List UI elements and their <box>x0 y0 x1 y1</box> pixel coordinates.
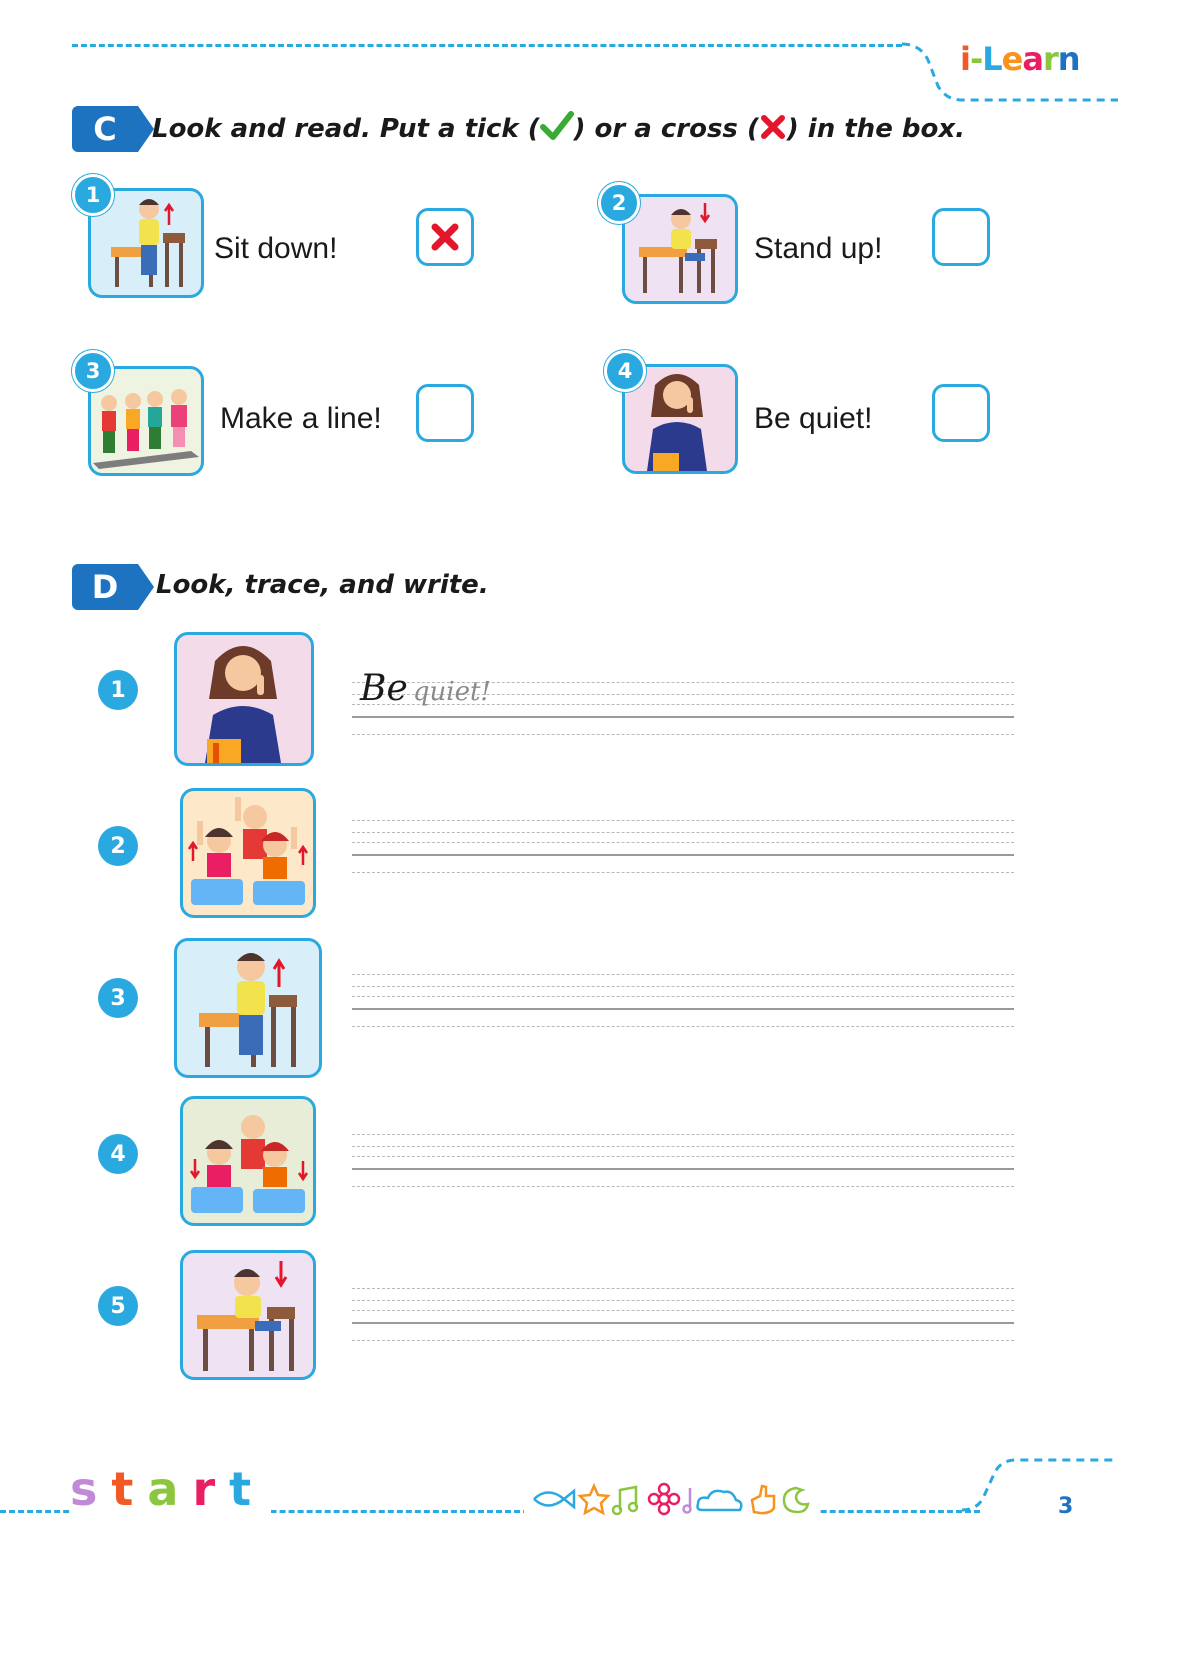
cloud-icon <box>698 1491 742 1510</box>
answer-box[interactable] <box>416 208 474 266</box>
flower-icon <box>649 1484 679 1514</box>
start-letter: a <box>147 1462 179 1516</box>
answer-box[interactable] <box>932 384 990 442</box>
row-number: 3 <box>98 978 138 1018</box>
logo-i: i <box>960 40 970 78</box>
item-number-badge: 4 <box>604 350 646 392</box>
picture-boy-sitting-down <box>180 1250 316 1380</box>
writing-lines[interactable] <box>352 974 1014 1030</box>
header-dashed-line <box>72 44 902 47</box>
traced-answer: Be quiet! <box>360 668 491 709</box>
star-icon <box>580 1486 608 1513</box>
writing-lines[interactable] <box>352 1134 1014 1190</box>
logo-letter: L <box>982 40 1002 78</box>
answer-box[interactable] <box>416 384 474 442</box>
answer-box[interactable] <box>932 208 990 266</box>
music-note-icon <box>613 1487 637 1514</box>
item-number-badge: 1 <box>72 174 114 216</box>
start-letter: t <box>111 1462 134 1516</box>
row-number: 2 <box>98 826 138 866</box>
footer-decor-icons <box>524 1482 818 1520</box>
moon-icon <box>784 1488 808 1512</box>
item-number-badge: 3 <box>72 350 114 392</box>
start-letter: t <box>229 1462 252 1516</box>
logo-letter: a <box>1022 40 1043 78</box>
section-d-instruction: Look, trace, and write. <box>156 570 489 600</box>
start-word <box>70 1462 271 1516</box>
logo-letter: e <box>1001 40 1023 78</box>
start-letter: s <box>70 1462 98 1516</box>
section-c-instruction: Look and read. Put a tick ( ) or a cross ( ) in the box. <box>152 111 965 144</box>
phrase-text: Be quiet! <box>754 402 873 435</box>
tick-icon <box>540 111 574 141</box>
item-number-badge: 2 <box>598 182 640 224</box>
footer-dashed-curve <box>960 1456 1120 1514</box>
row-number: 5 <box>98 1286 138 1326</box>
writing-lines[interactable] <box>352 1288 1014 1344</box>
section-c-badge: C <box>72 106 138 152</box>
row-number: 4 <box>98 1134 138 1174</box>
phrase-text: Make a line! <box>220 402 382 435</box>
fish-icon <box>534 1491 574 1507</box>
row-number: 1 <box>98 670 138 710</box>
logo-letter: r <box>1042 40 1058 78</box>
picture-children-raising-hands <box>180 788 316 918</box>
cross-mark-icon <box>428 220 462 254</box>
picture-teacher-quiet <box>174 632 314 766</box>
picture-boy-standing-up <box>174 938 322 1078</box>
section-d-badge: D <box>72 564 138 610</box>
page-number: 3 <box>1058 1494 1074 1519</box>
start-letter: r <box>192 1462 216 1516</box>
picture-boy-sitting-down <box>622 194 738 304</box>
picture-children-hands-down <box>180 1096 316 1226</box>
logo-dash: - <box>969 40 983 78</box>
writing-lines[interactable] <box>352 820 1014 876</box>
phrase-text: Sit down! <box>214 232 338 265</box>
i-learn-logo <box>960 40 1080 78</box>
hand-icon <box>752 1486 774 1513</box>
phrase-text: Stand up! <box>754 232 883 265</box>
logo-letter: n <box>1057 40 1080 78</box>
music-note-icon <box>684 1488 691 1513</box>
cross-icon <box>759 113 787 141</box>
